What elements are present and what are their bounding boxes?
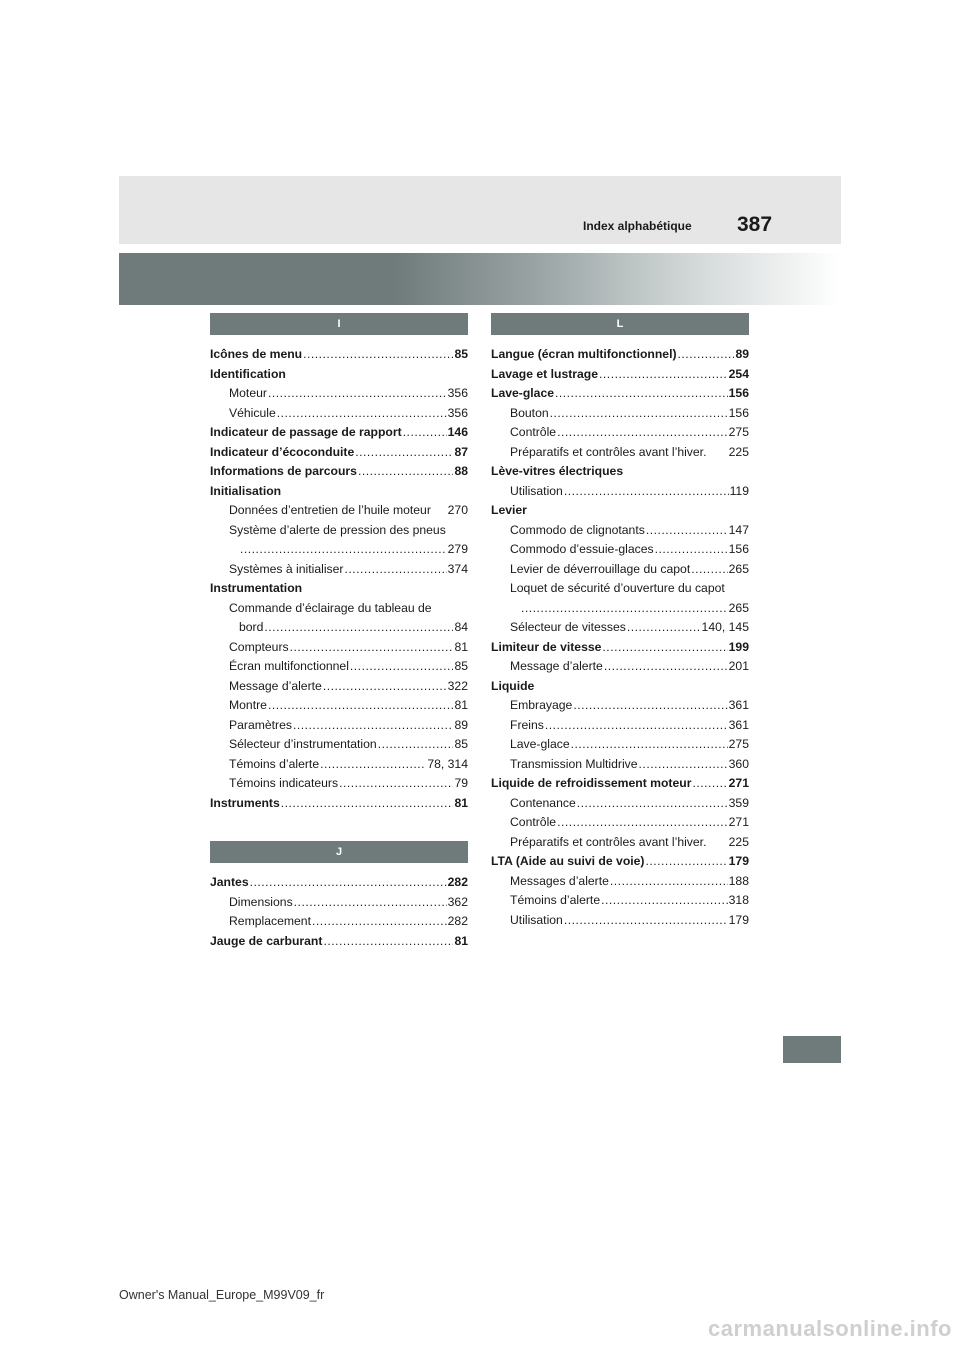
index-entry xyxy=(491,579,749,599)
dot-leader xyxy=(240,540,447,560)
index-entry xyxy=(491,365,749,385)
entry-label: Sélecteur de vitesses xyxy=(510,620,626,634)
entry-label: Identification xyxy=(210,366,286,381)
entry-page-number: 81 xyxy=(454,795,468,810)
entry-label: Contenance xyxy=(510,795,576,810)
entry-label: Icônes de menu xyxy=(210,347,303,361)
index-entry xyxy=(491,384,749,404)
decorative-gradient-bar xyxy=(119,253,841,305)
index-entry xyxy=(210,443,468,463)
index-entry xyxy=(491,560,749,580)
dot-leader xyxy=(646,852,728,872)
entry-page-number: 359 xyxy=(728,795,749,810)
index-entry xyxy=(491,677,749,697)
entry-page-number: 88 xyxy=(454,464,468,478)
index-entry xyxy=(491,345,749,365)
dot-leader xyxy=(571,735,728,755)
entry-label: Montre xyxy=(229,698,267,712)
entry-page-number: 78, 314 xyxy=(427,756,468,771)
entry-page-number: 271 xyxy=(728,815,749,829)
index-entry xyxy=(491,618,749,638)
entry-page-number: 87 xyxy=(454,444,468,459)
entry-page-number: 322 xyxy=(447,678,468,693)
entry-page-number: 271 xyxy=(728,776,749,790)
entry-page-number: 85 xyxy=(454,737,468,751)
dot-leader xyxy=(545,716,728,736)
entry-label: Commande d’éclairage du tableau de xyxy=(229,600,432,615)
entry-page-number: 201 xyxy=(728,659,749,673)
index-entry xyxy=(210,893,468,913)
entry-page-number: 361 xyxy=(728,717,749,732)
entry-label: Initialisation xyxy=(210,483,282,498)
dot-leader xyxy=(303,345,453,365)
index-entry xyxy=(210,560,468,580)
entry-label: Indicateur de passage de rapport xyxy=(210,425,402,439)
entry-label: Freins xyxy=(510,717,544,732)
watermark: carmanualsonline.info xyxy=(708,1316,952,1341)
entry-page-number: 140, 145 xyxy=(701,620,749,634)
entry-page-number: 81 xyxy=(454,698,468,712)
index-entry xyxy=(491,521,749,541)
dot-leader xyxy=(358,462,453,482)
entry-page-number: 85 xyxy=(454,659,468,673)
index-entry xyxy=(491,423,749,443)
entry-label: Messages d’alerte xyxy=(510,873,609,888)
entry-page-number: 199 xyxy=(728,639,749,654)
chapter-side-tab xyxy=(783,1036,841,1063)
dot-leader xyxy=(320,755,426,775)
index-entry xyxy=(491,638,749,658)
entry-page-number: 361 xyxy=(728,698,749,712)
entry-label: Embrayage xyxy=(510,698,573,712)
entry-page-number: 270 xyxy=(447,503,468,517)
entry-label: Message d’alerte xyxy=(229,678,322,693)
entry-page-number: 265 xyxy=(728,561,749,576)
entry-page-number: 254 xyxy=(728,366,749,381)
index-entry xyxy=(210,912,468,932)
index-entry xyxy=(210,521,468,541)
dot-leader xyxy=(268,696,454,716)
dot-leader xyxy=(264,618,453,638)
entry-label: Sélecteur d’instrumentation xyxy=(229,737,377,751)
dot-leader xyxy=(312,912,447,932)
entry-label: Données d’entretien de l’huile moteur xyxy=(229,503,431,517)
entry-page-number: 85 xyxy=(454,347,468,361)
entry-label: Témoins d’alerte xyxy=(229,756,320,771)
entry-page-number: 225 xyxy=(728,444,749,459)
entry-label: Contrôle xyxy=(510,815,557,829)
header-band xyxy=(119,176,841,244)
index-entry xyxy=(210,462,468,482)
dot-leader xyxy=(277,404,447,424)
dot-leader xyxy=(350,657,454,677)
dot-leader xyxy=(646,521,728,541)
page-title: Index alphabétique xyxy=(583,219,692,233)
index-entry xyxy=(210,696,468,716)
index-entry xyxy=(491,891,749,911)
entry-label: Témoins d’alerte xyxy=(510,893,601,907)
entry-label: Paramètres xyxy=(229,717,292,732)
index-entry xyxy=(210,657,468,677)
dot-leader xyxy=(601,891,728,911)
entry-label: Message d’alerte xyxy=(510,659,603,673)
entry-label: Commodo de clignotants xyxy=(510,522,645,537)
entry-label: Loquet de sécurité d’ouverture du capot xyxy=(510,581,725,595)
index-entry xyxy=(491,540,749,560)
entry-label: Dimensions xyxy=(229,894,293,909)
section-header-l: L xyxy=(491,313,749,335)
index-entry xyxy=(210,482,468,502)
index-entry xyxy=(491,599,749,619)
entry-label: Moteur xyxy=(229,386,267,400)
entry-page-number: 179 xyxy=(728,912,749,927)
dot-leader xyxy=(639,755,728,775)
index-entry xyxy=(210,638,468,658)
dot-leader xyxy=(290,638,454,658)
entry-label: Lave-glace xyxy=(491,386,555,400)
entry-label: Langue (écran multifonctionnel) xyxy=(491,347,677,361)
dot-leader xyxy=(403,423,447,443)
entry-label: Jauge de carburant xyxy=(210,933,323,948)
entry-label: Utilisation xyxy=(510,483,563,498)
entry-label: Utilisation xyxy=(510,912,563,927)
dot-leader xyxy=(555,384,728,404)
section-header-i: I xyxy=(210,313,468,335)
entry-label: Jantes xyxy=(210,875,249,889)
dot-leader xyxy=(692,774,727,794)
entry-label: Contrôle xyxy=(510,425,557,439)
page-number: 387 xyxy=(737,213,773,236)
entry-page-number: 147 xyxy=(728,522,749,537)
entry-page-number: 81 xyxy=(454,933,468,948)
entry-page-number: 362 xyxy=(447,894,468,909)
index-entry xyxy=(491,482,749,502)
dot-leader xyxy=(250,873,447,893)
dot-leader xyxy=(564,482,729,502)
entry-label: Témoins indicateurs xyxy=(229,776,339,790)
dot-leader xyxy=(604,657,728,677)
index-entry xyxy=(210,423,468,443)
entry-label: Système d’alerte de pression des pneus xyxy=(229,522,446,537)
index-entry xyxy=(210,677,468,697)
index-column-right xyxy=(491,313,749,930)
entry-label: Écran multifonctionnel xyxy=(229,659,349,673)
index-entry xyxy=(491,462,749,482)
entry-page-number: 282 xyxy=(447,875,468,889)
entry-label: Indicateur d’écoconduite xyxy=(210,444,355,459)
entry-label: Lavage et lustrage xyxy=(491,366,599,381)
entry-label: Levier de déverrouillage du capot xyxy=(510,561,691,576)
entry-page-number: 156 xyxy=(728,405,749,420)
index-entry xyxy=(210,345,468,365)
entry-label: Systèmes à initialiser xyxy=(229,561,344,576)
entry-page-number: 81 xyxy=(454,639,468,654)
dot-leader xyxy=(691,560,727,580)
index-entry xyxy=(210,365,468,385)
index-entry xyxy=(491,911,749,931)
index-entry xyxy=(491,696,749,716)
dot-leader xyxy=(344,560,446,580)
index-entry xyxy=(491,833,749,853)
dot-leader xyxy=(521,599,728,619)
entry-label: Instrumentation xyxy=(210,581,303,595)
entry-page-number: 265 xyxy=(728,600,749,615)
entry-page-number: 156 xyxy=(728,386,749,400)
dot-leader xyxy=(281,794,454,814)
entry-label: Compteurs xyxy=(229,639,289,654)
dot-leader xyxy=(293,716,453,736)
dot-leader xyxy=(655,540,728,560)
index-entry xyxy=(210,755,468,775)
entry-page-number: 374 xyxy=(447,561,468,576)
index-entry xyxy=(491,716,749,736)
dot-leader xyxy=(355,443,453,463)
footer-text: Owner's Manual_Europe_M99V09_fr xyxy=(119,1288,325,1302)
entry-label: Liquide de refroidissement moteur xyxy=(491,776,692,790)
index-entry xyxy=(491,501,749,521)
index-entry xyxy=(491,404,749,424)
dot-leader xyxy=(602,638,727,658)
entry-label: Levier xyxy=(491,503,527,517)
dot-leader xyxy=(378,735,454,755)
dot-leader xyxy=(564,911,728,931)
entry-page-number: 179 xyxy=(728,854,749,868)
entry-page-number: 279 xyxy=(447,542,468,556)
section-header-j: J xyxy=(210,841,468,863)
entry-page-number: 318 xyxy=(728,893,749,907)
entry-page-number: 275 xyxy=(728,425,749,439)
entry-label: Commodo d’essuie-glaces xyxy=(510,542,654,556)
entry-page-number: 119 xyxy=(729,483,749,498)
index-entry xyxy=(491,755,749,775)
index-entry xyxy=(491,813,749,833)
dot-leader xyxy=(678,345,735,365)
entry-page-number: 275 xyxy=(728,737,749,751)
index-entry xyxy=(491,443,749,463)
index-entry xyxy=(210,932,468,952)
index-entry xyxy=(491,852,749,872)
index-entry xyxy=(210,579,468,599)
entry-page-number: 282 xyxy=(447,914,468,928)
dot-leader xyxy=(577,794,728,814)
dot-leader xyxy=(339,774,453,794)
entry-label: Préparatifs et contrôles avant l’hiver. xyxy=(510,444,707,459)
index-entry xyxy=(210,599,468,619)
dot-leader xyxy=(294,893,447,913)
index-entry xyxy=(210,794,468,814)
entry-page-number: 84 xyxy=(454,620,468,634)
dot-leader xyxy=(323,677,447,697)
dot-leader xyxy=(610,872,728,892)
entry-label: Bouton xyxy=(510,405,549,420)
dot-leader xyxy=(268,384,447,404)
entry-label: Véhicule xyxy=(229,405,276,420)
index-entry xyxy=(210,540,468,560)
entry-page-number: 89 xyxy=(735,347,749,361)
index-entry xyxy=(491,872,749,892)
entry-page-number: 156 xyxy=(728,542,749,556)
index-entry xyxy=(210,384,468,404)
dot-leader xyxy=(557,423,728,443)
entry-label: Limiteur de vitesse xyxy=(491,639,602,654)
index-entry xyxy=(210,501,468,521)
entry-page-number: 360 xyxy=(728,756,749,771)
entry-label: Instruments xyxy=(210,795,280,810)
dot-leader xyxy=(550,404,728,424)
index-entry xyxy=(210,873,468,893)
entry-page-number: 79 xyxy=(454,776,468,790)
index-entry xyxy=(491,794,749,814)
index-entry xyxy=(210,735,468,755)
index-entry xyxy=(210,618,468,638)
entry-label: Lève-vitres électriques xyxy=(491,464,624,478)
entry-label: Liquide xyxy=(491,678,535,693)
index-entry xyxy=(210,716,468,736)
entry-page-number: 89 xyxy=(454,717,468,732)
index-entry xyxy=(491,735,749,755)
index-entry xyxy=(491,774,749,794)
dot-leader xyxy=(557,813,728,833)
entry-page-number: 356 xyxy=(447,386,468,400)
entry-page-number: 225 xyxy=(728,834,749,849)
dot-leader xyxy=(323,932,453,952)
entry-page-number: 146 xyxy=(447,425,468,439)
dot-leader xyxy=(627,618,701,638)
dot-leader xyxy=(599,365,728,385)
entry-label: Préparatifs et contrôles avant l’hiver. xyxy=(510,834,707,849)
index-column-left xyxy=(210,313,468,951)
dot-leader xyxy=(573,696,727,716)
entry-label: Informations de parcours xyxy=(210,464,357,478)
index-entry xyxy=(210,404,468,424)
entry-label: bord xyxy=(239,620,264,634)
entry-page-number: 188 xyxy=(728,873,749,888)
index-entry xyxy=(491,657,749,677)
entry-label: Remplacement xyxy=(229,914,311,928)
index-entry xyxy=(210,774,468,794)
entry-label: Transmission Multidrive xyxy=(510,756,638,771)
entry-label: LTA (Aide au suivi de voie) xyxy=(491,854,645,868)
entry-page-number: 356 xyxy=(447,405,468,420)
entry-label: Lave-glace xyxy=(510,737,570,751)
